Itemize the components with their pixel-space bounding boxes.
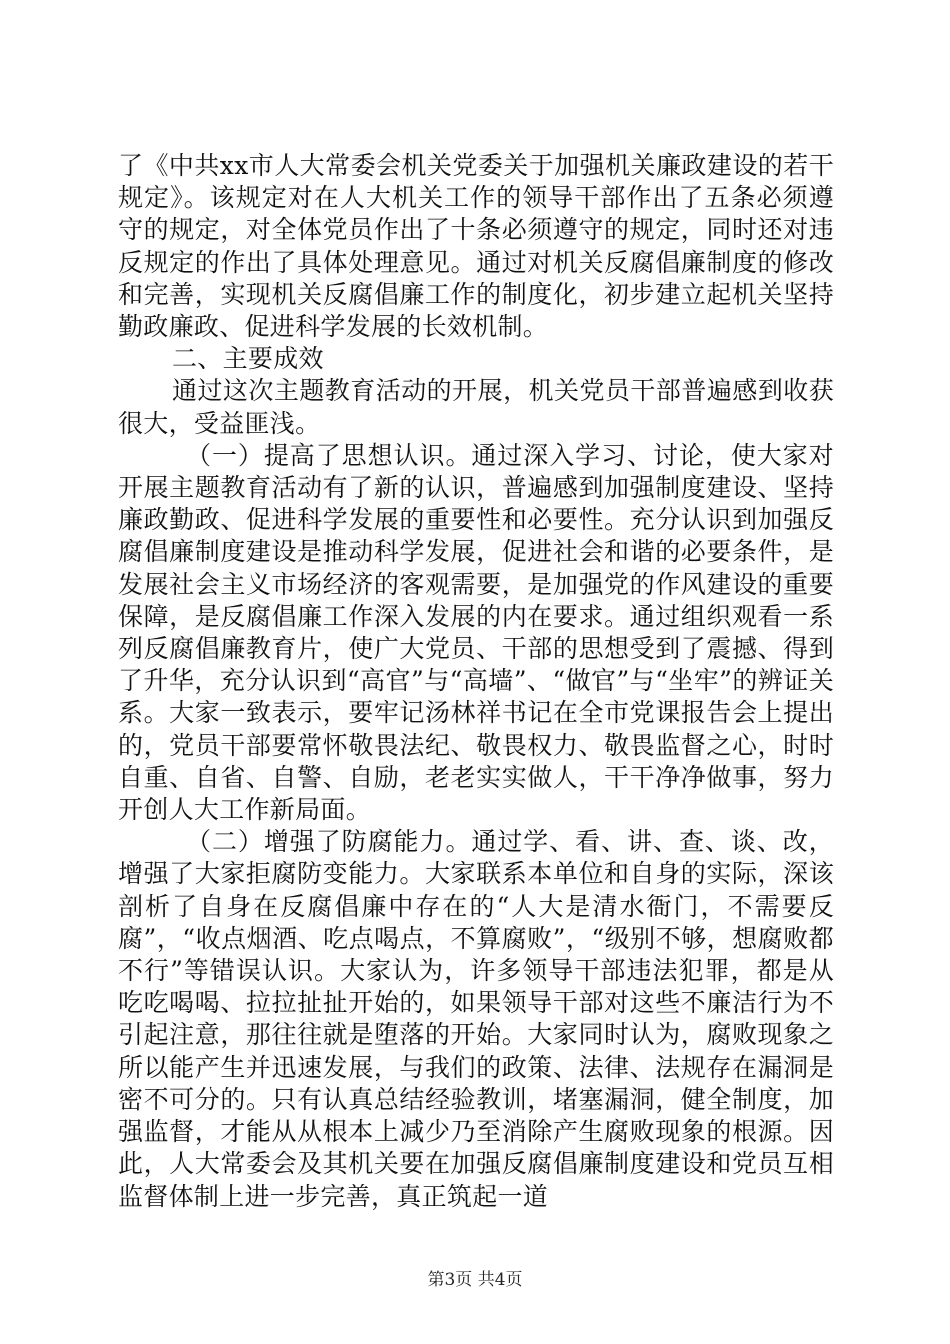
paragraph-anticorruption-ability: （二）增强了防腐能力。通过学、看、讲、查、谈、改，增强了大家拒腐防变能力。大家联系本单位和自身的实际，深该剖析了自身在反腐倡廉中存在的“人大是清水衙门，不需要反腐”，“收点烟酒、吃点喝点，不算腐败”，“级别不够，想腐败都不行”等错误认识。大家认为，许多领导干部违法犯罪，都是从吃吃喝喝、拉拉扯扯开始的，如果领导干部对这些不廉洁行为不引起注意，那往往就是堕落的开始。大家同时认为，腐败现象之所以能产生并迅速发展，与我们的政策、法律、法规存在漏洞是密不可分的。只有认真总结经验教训，堵塞漏洞，健全制度，加强监督，才能从从根本上减少乃至消除产生腐败现象的根源。因此，人大常委会及其机关要在加强反腐倡廉制度建设和党员互相监督体制上进一步完善，真正筑起一道 bbox=[118, 827, 834, 1211]
document-body bbox=[118, 150, 834, 1213]
section-heading-main-results: 二、主要成效 bbox=[172, 344, 324, 374]
page-number-footer: 第3页 共4页 bbox=[427, 1270, 523, 1290]
paragraph-intro-results: 通过这次主题教育活动的开展，机关党员干部普遍感到收获很大，受益匪浅。 bbox=[118, 376, 834, 438]
paragraph-regulations: 了《中共xx市人大常委会机关党委关于加强机关廉政建设的若干规定》。该规定对在人大机关工作的领导干部作出了五条必须遵守的规定，对全体党员作出了十条必须遵守的规定，同时还对违反规定的作出了具体处理意见。通过对机关反腐倡廉制度的修改和完善，实现机关反腐倡廉工作的制度化，初步建立起机关坚持勤政廉政、促进科学发展的长效机制。 bbox=[118, 151, 834, 342]
paragraph-raised-awareness: （一）提高了思想认识。通过深入学习、讨论，使大家对开展主题教育活动有了新的认识，普遍感到加强制度建设、坚持廉政勤政、促进科学发展的重要性和必要性。充分认识到加强反腐倡廉制度建设是推动科学发展，促进社会和谐的必要条件，是发展社会主义市场经济的客观需要，是加强党的作风建设的重要保障，是反腐倡廉工作深入发展的内在要求。通过组织观看一系列反腐倡廉教育片，使广大党员、干部的思想受到了震撼、得到了升华，充分认识到“高官”与“高墙”、“做官”与“坐牢”的辨证关系。大家一致表示，要牢记汤林祥书记在全市党课报告会上提出的，党员干部要常怀敬畏法纪、敬畏权力、敬畏监督之心，时时自重、自省、自警、自励，老老实实做人，干干净净做事，努力开创人大工作新局面。 bbox=[118, 440, 834, 825]
